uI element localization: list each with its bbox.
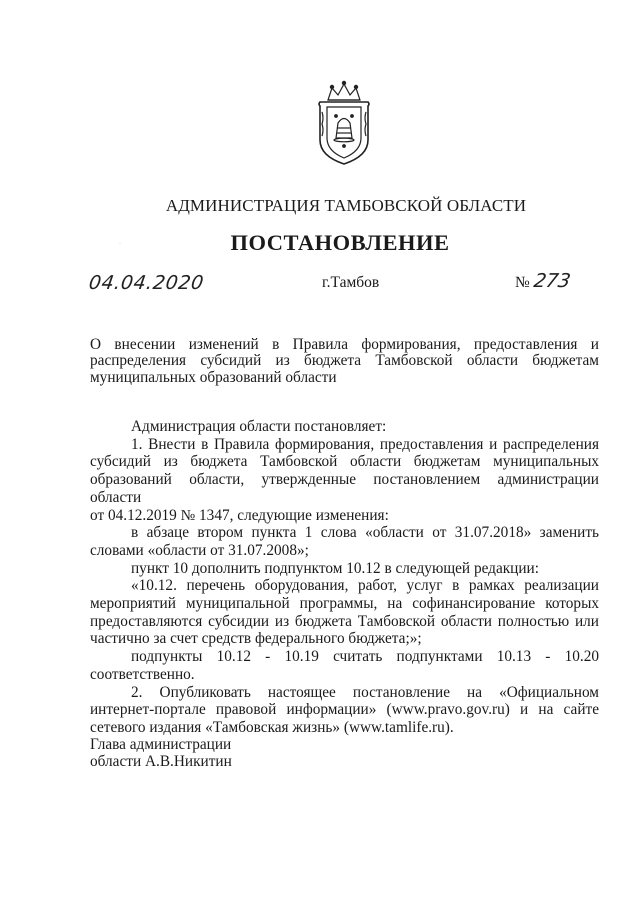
body-line: субсидий из бюджета Тамбовской области бюджетам муниципальных bbox=[90, 453, 599, 471]
body-line: 2. Опубликовать настоящее постановление на «Официальном bbox=[131, 683, 599, 701]
body-line: интернет-портале правовой информации» (www.pravo.gov.ru) и на сайте bbox=[90, 701, 599, 719]
body-line: сетевого издания «Тамбовская жизнь» (www.tamlife.ru). bbox=[90, 718, 454, 736]
body-line: Администрация области постановляет: bbox=[131, 418, 387, 435]
number-sign: № bbox=[515, 274, 530, 291]
handwritten-date: 04.04.2020 bbox=[87, 272, 206, 294]
body-line: мероприятий муниципальной программы, на софинансирование которых bbox=[90, 595, 599, 613]
body-line: образований области, утвержденные постановлением администрации области bbox=[90, 471, 599, 506]
organization-heading: АДМИНИСТРАЦИЯ ТАМБОВСКОЙ ОБЛАСТИ bbox=[165, 196, 527, 215]
body-line: соответственно. bbox=[90, 665, 195, 683]
body-line: 1. Внести в Правила формирования, предоставления и распределения bbox=[131, 435, 599, 453]
body-line: в абзаце втором пункта 1 слова «области от 31.07.2018» заменить bbox=[131, 524, 599, 542]
signature-block bbox=[90, 737, 232, 770]
handwritten-document-number: 273 bbox=[532, 270, 573, 292]
signatory-position: Глава администрации bbox=[90, 736, 232, 753]
subject-line: муниципальных образований области bbox=[90, 368, 337, 386]
city-label: г.Тамбов bbox=[322, 274, 380, 291]
body-line: предоставляются субсидии из бюджета Тамбовской области полностью или bbox=[90, 612, 599, 630]
body-line: подпункты 10.12 - 10.19 считать подпунктами 10.13 - 10.20 bbox=[131, 648, 599, 666]
document-type-title: ПОСТАНОВЛЕНИЕ bbox=[230, 230, 450, 255]
document-subject bbox=[90, 337, 599, 386]
document-body bbox=[90, 418, 599, 737]
subject-line: О внесении изменений в Правила формирования, предоставления и bbox=[90, 336, 599, 353]
body-line: от 04.12.2019 № 1347, следующие изменения: bbox=[90, 506, 389, 524]
body-line: частично за счет средств федерального бюджета;»; bbox=[90, 630, 422, 648]
body-line: пункт 10 дополнить подпунктом 10.12 в следующей редакции: bbox=[131, 559, 539, 577]
body-line: «10.12. перечень оборудования, работ, услуг в рамках реализации bbox=[131, 577, 599, 595]
scan-artifact-mark: · bbox=[119, 241, 121, 247]
coat-of-arms-emblem bbox=[314, 78, 374, 168]
body-line: словами «области от 31.07.2008»; bbox=[90, 541, 309, 559]
subject-line: распределения субсидий из бюджета Тамбовской области бюджетам bbox=[90, 352, 599, 370]
signatory-name: области А.В.Никитин bbox=[90, 752, 232, 770]
